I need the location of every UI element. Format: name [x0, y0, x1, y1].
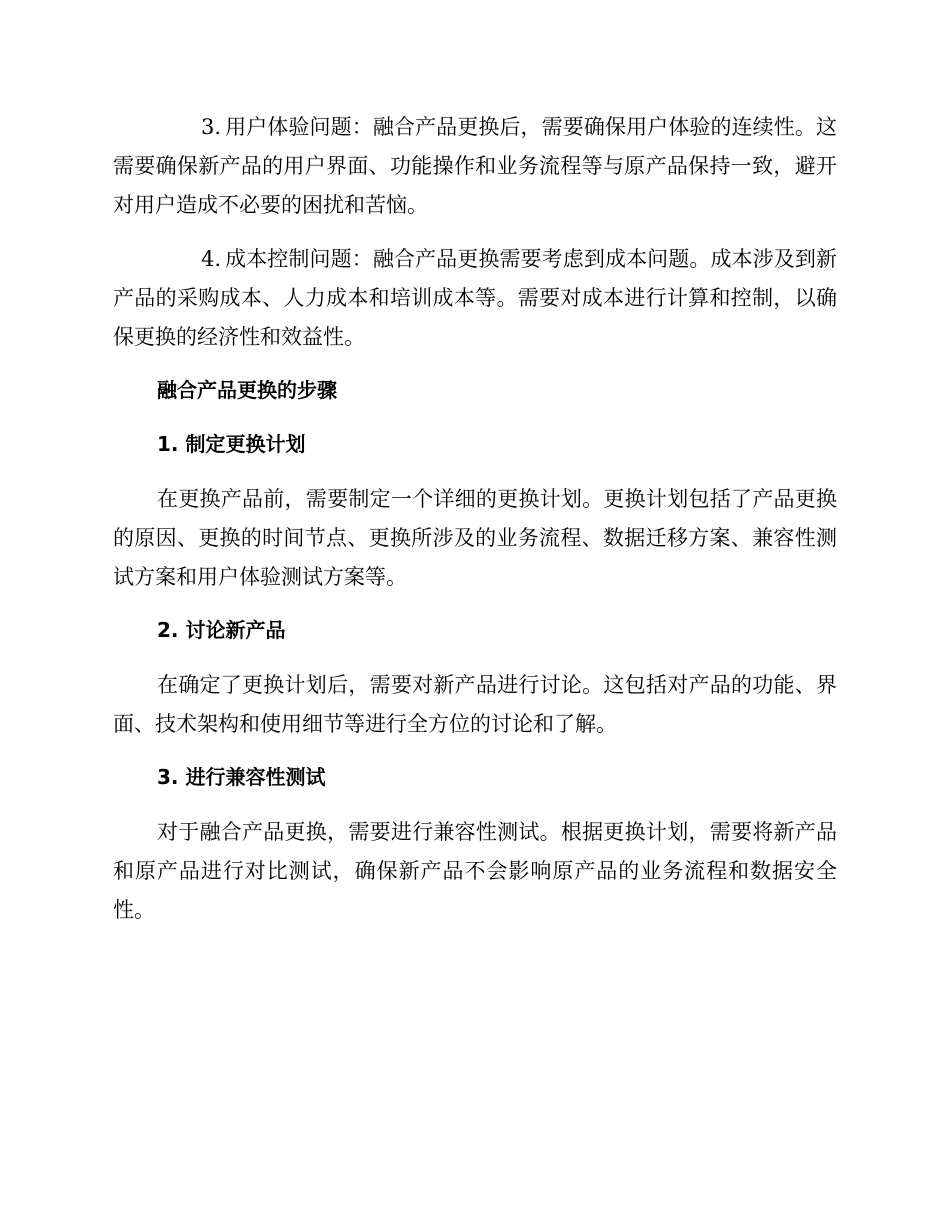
- section-title: 融合产品更换的步骤: [157, 378, 337, 402]
- step-1-paragraph: 在更换产品前，需要制定一个详细的更换计划。更换计划包括了产品更换的原因、更换的时间节点、更换所涉及的业务流程、数据迁移方案、兼容性测试方案和用户体验测试方案等。: [113, 487, 837, 589]
- list-item-text: 用户体验问题：融合产品更换后，需要确保用户体验的连续性。这需要确保新产品的用户界面、功能操作和业务流程等与原产品保持一致，避开对用户造成不必要的困扰和苦恼。: [113, 115, 837, 217]
- document-page: [113, 108, 837, 945]
- step-2-paragraph: 在确定了更换计划后，需要对新产品进行讨论。这包括对产品的功能、界面、技术架构和使用细节等进行全方位的讨论和了解。: [113, 673, 837, 736]
- list-item-3: [113, 108, 837, 225]
- list-item-text: 成本控制问题：融合产品更换需要考虑到成本问题。成本涉及到新产品的采购成本、人力成本和培训成本等。需要对成本进行计算和控制，以确保更换的经济性和效益性。: [113, 247, 837, 349]
- step-3-heading: 3. 进行兼容性测试: [157, 765, 326, 789]
- list-number: 4.: [201, 247, 222, 271]
- step-2-heading: 2. 讨论新产品: [157, 618, 286, 642]
- list-number: 3.: [201, 115, 222, 139]
- step-3-paragraph: 对于融合产品更换，需要进行兼容性测试。根据更换计划，需要将新产品和原产品进行对比测试，确保新产品不会影响原产品的业务流程和数据安全性。: [113, 820, 837, 922]
- list-item-4: [113, 240, 837, 357]
- step-1-heading: 1. 制定更换计划: [157, 432, 306, 456]
